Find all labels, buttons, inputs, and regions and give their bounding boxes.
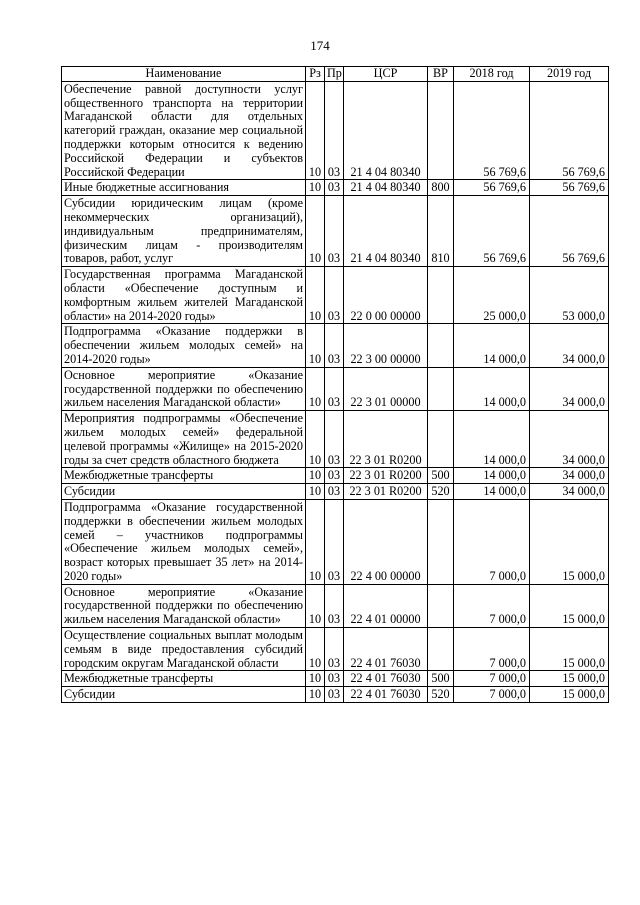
row-pr: 03 [325, 81, 344, 180]
row-pr: 03 [325, 671, 344, 687]
header-name: Наименование [62, 67, 306, 82]
row-rz: 10 [306, 411, 325, 468]
row-rz: 10 [306, 196, 325, 267]
row-pr: 03 [325, 411, 344, 468]
row-name: Основное мероприятие «Оказание государственной поддержки по обеспечению жильем населения Магаданской области» [62, 584, 306, 627]
row-csr: 21 4 04 80340 [344, 196, 428, 267]
row-name: Основное мероприятие «Оказание государственной поддержки по обеспечению жильем населения Магаданской области» [62, 367, 306, 410]
budget-table [61, 66, 609, 703]
row-csr: 21 4 04 80340 [344, 81, 428, 180]
row-name: Обеспечение равной доступности услуг общественного транспорта на территории Магаданской области для отдельных категорий граждан, оказание мер социальной поддержки которым относится к ведению Российской Федерации и субъектов Российской Федерации [62, 81, 306, 180]
row-csr: 22 4 01 76030 [344, 628, 428, 671]
row-amount-2018: 7 000,0 [454, 687, 530, 703]
table-row [62, 468, 609, 484]
header-year-2019: 2019 год [530, 67, 609, 82]
table-row [62, 324, 609, 367]
row-rz: 10 [306, 628, 325, 671]
table-body [62, 81, 609, 702]
header-pr: Пр [325, 67, 344, 82]
header-vr: ВР [428, 67, 454, 82]
row-vr: 500 [428, 671, 454, 687]
row-vr [428, 81, 454, 180]
row-amount-2019: 56 769,6 [530, 81, 609, 180]
row-name: Субсидии [62, 687, 306, 703]
row-pr: 03 [325, 324, 344, 367]
row-amount-2019: 34 000,0 [530, 484, 609, 500]
row-rz: 10 [306, 499, 325, 584]
row-csr: 21 4 04 80340 [344, 180, 428, 196]
row-pr: 03 [325, 180, 344, 196]
row-amount-2018: 7 000,0 [454, 499, 530, 584]
row-rz: 10 [306, 180, 325, 196]
row-name: Иные бюджетные ассигнования [62, 180, 306, 196]
row-vr [428, 267, 454, 324]
row-rz: 10 [306, 484, 325, 500]
table-row [62, 367, 609, 410]
row-vr: 520 [428, 687, 454, 703]
row-amount-2019: 53 000,0 [530, 267, 609, 324]
row-name: Субсидии юридическим лицам (кроме некоммерческих организаций), индивидуальным предпринимателям, физическим лицам - производителям товаров, работ, услуг [62, 196, 306, 267]
row-pr: 03 [325, 468, 344, 484]
row-rz: 10 [306, 324, 325, 367]
row-name: Межбюджетные трансферты [62, 468, 306, 484]
row-name: Субсидии [62, 484, 306, 500]
table-row [62, 267, 609, 324]
row-name: Межбюджетные трансферты [62, 671, 306, 687]
row-vr [428, 584, 454, 627]
row-amount-2018: 14 000,0 [454, 367, 530, 410]
row-amount-2018: 56 769,6 [454, 180, 530, 196]
row-name: Осуществление социальных выплат молодым семьям в виде предоставления субсидий городским округам Магаданской области [62, 628, 306, 671]
row-pr: 03 [325, 687, 344, 703]
row-vr [428, 499, 454, 584]
row-csr: 22 4 00 00000 [344, 499, 428, 584]
row-amount-2018: 14 000,0 [454, 468, 530, 484]
row-amount-2018: 7 000,0 [454, 628, 530, 671]
row-vr [428, 411, 454, 468]
row-vr: 520 [428, 484, 454, 500]
row-rz: 10 [306, 468, 325, 484]
row-rz: 10 [306, 367, 325, 410]
row-pr: 03 [325, 499, 344, 584]
row-csr: 22 4 01 00000 [344, 584, 428, 627]
row-amount-2019: 15 000,0 [530, 671, 609, 687]
table-row [62, 671, 609, 687]
row-vr: 800 [428, 180, 454, 196]
row-vr [428, 324, 454, 367]
row-csr: 22 3 01 R0200 [344, 411, 428, 468]
page-number: 174 [310, 38, 330, 53]
row-vr [428, 367, 454, 410]
header-csr: ЦСР [344, 67, 428, 82]
table-row [62, 687, 609, 703]
row-amount-2019: 34 000,0 [530, 324, 609, 367]
row-amount-2019: 34 000,0 [530, 468, 609, 484]
row-name: Государственная программа Магаданской области «Обеспечение доступным и комфортным жильем жителей Магаданской области» на 2014-2020 годы» [62, 267, 306, 324]
row-csr: 22 3 01 R0200 [344, 484, 428, 500]
row-amount-2018: 7 000,0 [454, 584, 530, 627]
row-name: Мероприятия подпрограммы «Обеспечение жильем молодых семей» федеральной целевой программы «Жилище» на 2015-2020 годы за счет средств областного бюджета [62, 411, 306, 468]
row-amount-2018: 14 000,0 [454, 411, 530, 468]
header-rz: Рз [306, 67, 325, 82]
row-amount-2018: 7 000,0 [454, 671, 530, 687]
table-row [62, 411, 609, 468]
row-pr: 03 [325, 196, 344, 267]
row-pr: 03 [325, 484, 344, 500]
row-amount-2019: 15 000,0 [530, 499, 609, 584]
row-amount-2019: 15 000,0 [530, 628, 609, 671]
row-name: Подпрограмма «Оказание государственной поддержки в обеспечении жильем молодых семей – участников подпрограммы «Обеспечение жильем молодых семей», возраст которых превышает 35 лет» на 2014-2020 годы» [62, 499, 306, 584]
row-pr: 03 [325, 628, 344, 671]
row-amount-2019: 15 000,0 [530, 687, 609, 703]
row-pr: 03 [325, 584, 344, 627]
row-amount-2018: 56 769,6 [454, 81, 530, 180]
row-name: Подпрограмма «Оказание поддержки в обеспечении жильем молодых семей» на 2014-2020 годы» [62, 324, 306, 367]
row-csr: 22 0 00 00000 [344, 267, 428, 324]
row-amount-2018: 25 000,0 [454, 267, 530, 324]
row-amount-2018: 56 769,6 [454, 196, 530, 267]
row-vr: 500 [428, 468, 454, 484]
row-amount-2018: 14 000,0 [454, 324, 530, 367]
row-amount-2019: 56 769,6 [530, 196, 609, 267]
table-header-row [62, 67, 609, 82]
row-csr: 22 3 00 00000 [344, 324, 428, 367]
row-rz: 10 [306, 81, 325, 180]
row-amount-2019: 56 769,6 [530, 180, 609, 196]
table-row [62, 180, 609, 196]
row-csr: 22 3 01 00000 [344, 367, 428, 410]
row-csr: 22 4 01 76030 [344, 671, 428, 687]
row-vr [428, 628, 454, 671]
row-csr: 22 3 01 R0200 [344, 468, 428, 484]
table-row [62, 196, 609, 267]
row-amount-2018: 14 000,0 [454, 484, 530, 500]
row-amount-2019: 15 000,0 [530, 584, 609, 627]
table-row [62, 484, 609, 500]
row-rz: 10 [306, 687, 325, 703]
header-year-2018: 2018 год [454, 67, 530, 82]
row-pr: 03 [325, 267, 344, 324]
row-rz: 10 [306, 671, 325, 687]
table-row [62, 584, 609, 627]
row-pr: 03 [325, 367, 344, 410]
table-row [62, 81, 609, 180]
row-rz: 10 [306, 267, 325, 324]
row-amount-2019: 34 000,0 [530, 367, 609, 410]
row-rz: 10 [306, 584, 325, 627]
row-vr: 810 [428, 196, 454, 267]
row-csr: 22 4 01 76030 [344, 687, 428, 703]
table-row [62, 628, 609, 671]
row-amount-2019: 34 000,0 [530, 411, 609, 468]
table-row [62, 499, 609, 584]
